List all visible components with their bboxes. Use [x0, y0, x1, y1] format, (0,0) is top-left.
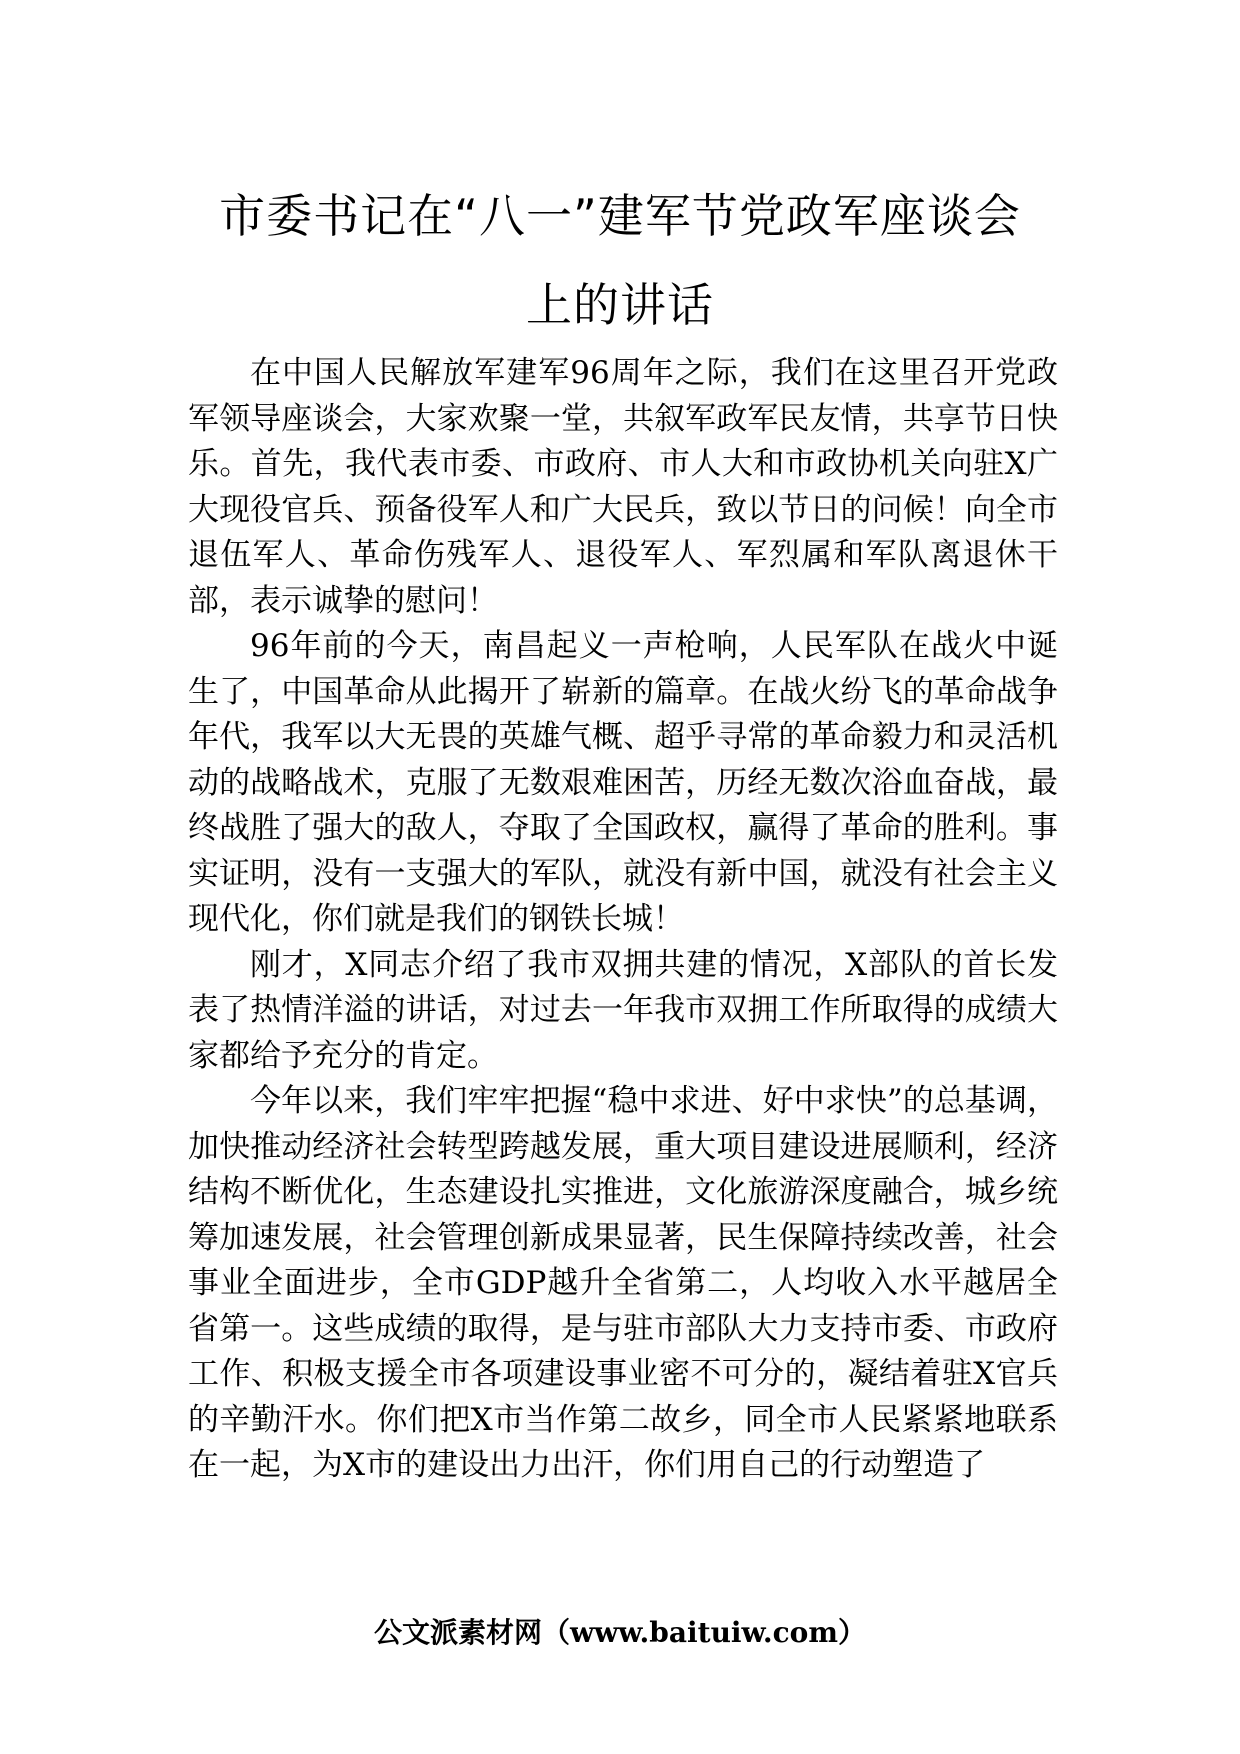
paragraph-3: 刚才，X同志介绍了我市双拥共建的情况，X部队的首长发表了热情洋溢的讲话，对过去一年我市双拥工作所取得的成绩大家都给予充分的肯定。: [188, 946, 1058, 1074]
paragraph-4: 今年以来，我们牢牢把握“稳中求进、好中求快”的总基调，加快推动经济社会转型跨越发展，重大项目建设进展顺利，经济结构不断优化，生态建设扎实推进，文化旅游深度融合，城乡统筹加速发展，社会管理创新成果显著，民生保障持续改善，社会事业全面进步，全市GDP越升全省第二，人均收入水平越居全省第一。这些成绩的取得，是与驻市部队大力支持市委、市政府工作、积极支援全市各项建设事业密不可分的，凝结着驻X官兵的辛勤汗水。你们把X市当作第二故乡，同全市人民紧紧地联系在一起，为X市的建设出力出汗，你们用自己的行动塑造了: [188, 1083, 1058, 1483]
paragraph-2: 96年前的今天，南昌起义一声枪响，人民军队在战火中诞生了，中国革命从此揭开了崭新的篇章。在战火纷飞的革命战争年代，我军以大无畏的英雄气概、超乎寻常的革命毅力和灵活机动的战略战术，克服了无数艰难困苦，历经无数次浴血奋战，最终战胜了强大的敌人，夺取了全国政权，赢得了革命的胜利。事实证明，没有一支强大的军队，就没有新中国，就没有社会主义现代化，你们就是我们的钢铁长城！: [188, 628, 1058, 937]
document-title-line-2: 上的讲话: [526, 278, 714, 332]
paragraph-1: 在中国人民解放军建军96周年之际，我们在这里召开党政军领导座谈会，大家欢聚一堂，共叙军政军民友情，共享节日快乐。首先，我代表市委、市政府、市人大和市政协机关向驻X广大现役官兵、预备役军人和广大民兵，致以节日的问候！向全市退伍军人、革命伤残军人、退役军人、军烈属和军队离退休干部，表示诚挚的慰问！: [188, 355, 1058, 619]
document-body: [188, 351, 1058, 1489]
document-title-line-1: 市委书记在“八一”建军节党政军座谈会: [219, 189, 1021, 243]
footer-source: 公文派素材网（www.baituiw.com）: [374, 1616, 866, 1649]
